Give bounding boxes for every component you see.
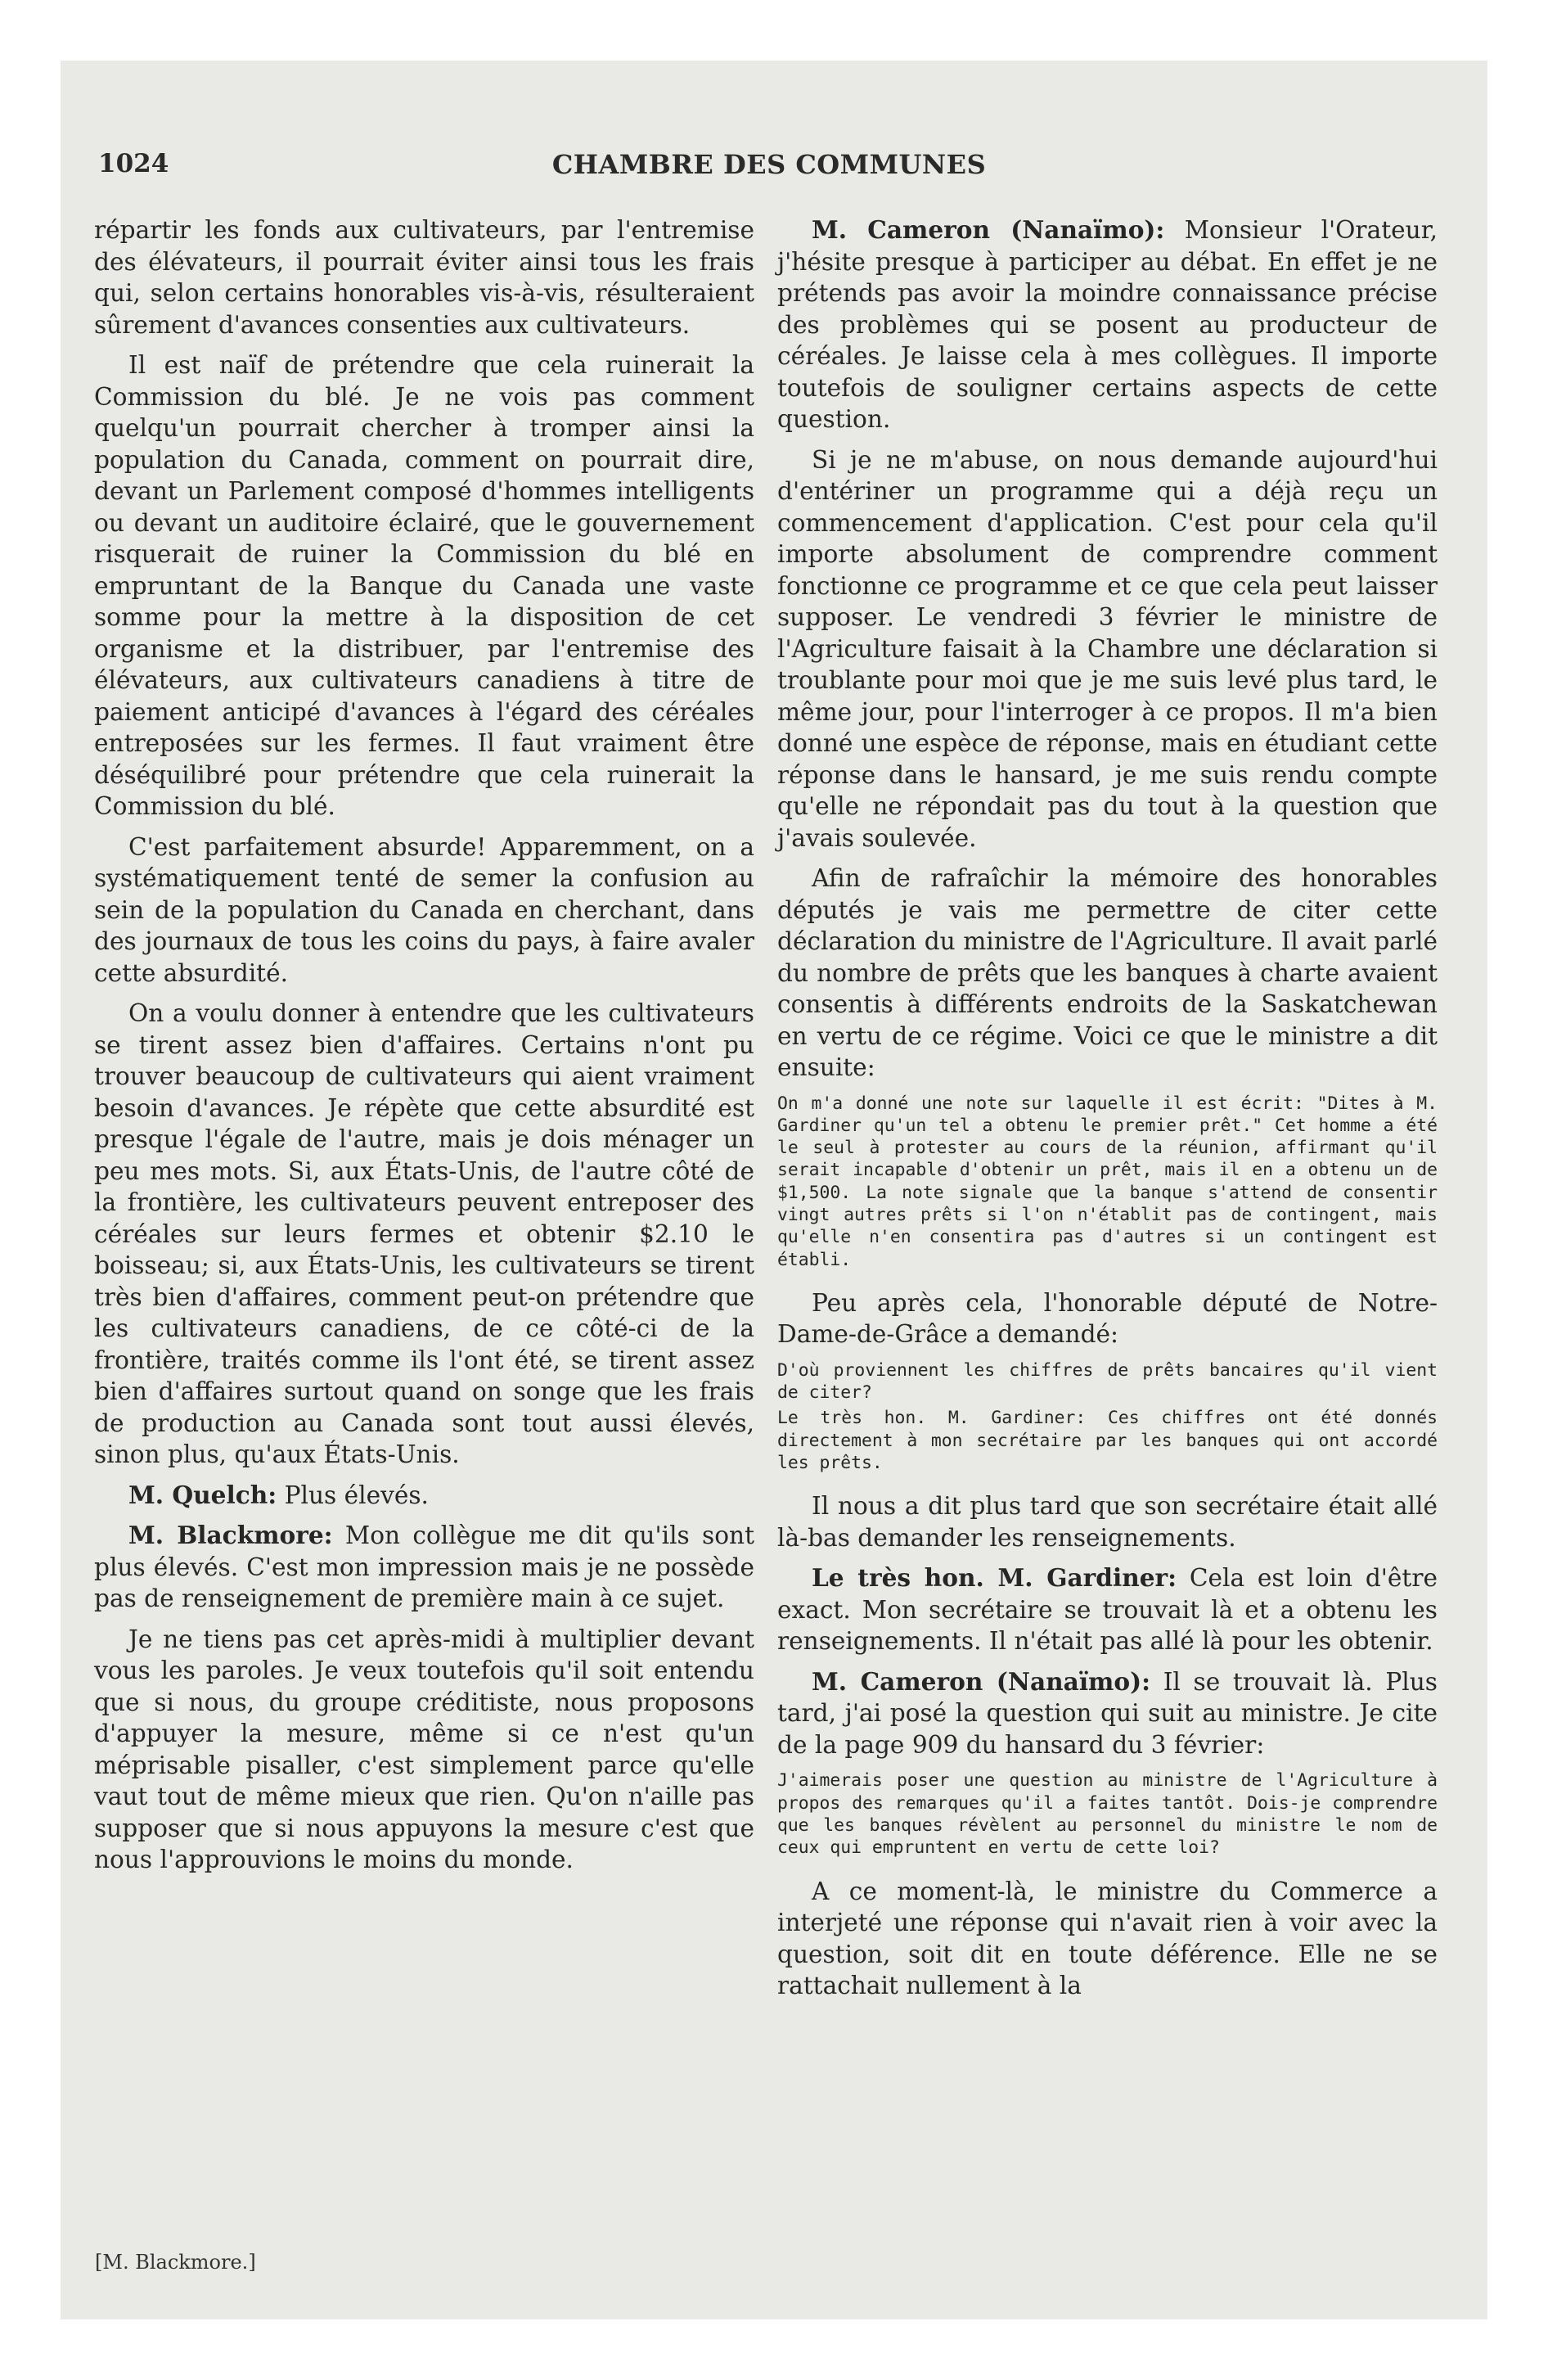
block-quote: On m'a donné une note sur laquelle il est écrit: "Dites à M. Gardiner qu'un tel a obtenu le premier prêt." Cet homme a été le seul à protester au cours de la réunion, affirmant qu'il serait incapable d'obtenir un prêt, mais il en a obtenu un de $1,500. La note signale que la banque s'attend de consentir vingt autres prêts si l'on n'établit pas de contingent, mais qu'elle n'en consentira pas d'autres si un contingent est établi. — [777, 1093, 1438, 1270]
speech-text: Mon collègue me dit qu'ils sont plus élevés. C'est mon impression mais je ne possède pas de renseignement de première main à ce sujet. — [94, 1521, 755, 1612]
speech-text: Monsieur l'Orateur, j'hésite presque à participer au débat. En effet je ne prétends pas avoir la moindre connaissance précise des problèmes qui se posent au producteur de céréales. Je laisse cela à mes collègues. Il importe toutefois de souligner certains aspects de cette question. — [777, 216, 1438, 433]
speech-cameron — [777, 1666, 1438, 1761]
speech-text: Il se trouvait là. Plus tard, j'ai posé la question qui suit au ministre. Je cite de la page 909 du hansard du 3 février: — [777, 1667, 1438, 1759]
speaker-name: M. Blackmore: — [128, 1521, 333, 1549]
speaker-name: Le très hon. M. Gardiner: — [812, 1563, 1177, 1593]
page-number: 1024 — [98, 149, 169, 178]
running-head: CHAMBRE DES COMMUNES — [551, 149, 987, 180]
paragraph: Afin de rafraîchir la mémoire des honorables députés je vais me permettre de citer cette déclaration du ministre de l'Agriculture. Il avait parlé du nombre de prêts que les banques à charte avaient consentis à différents endroits de la Saskatchewan en vertu de ce régime. Voici ce que le ministre a dit ensuite: — [777, 864, 1438, 1081]
block-quote: Le très hon. M. Gardiner: Ces chiffres ont été donnés directement à mon secrétaire par les banques qui ont accordé les prêts. — [777, 1408, 1438, 1474]
page-header — [98, 149, 1440, 190]
speech-quelch — [94, 1480, 754, 1512]
right-column — [777, 214, 1438, 2011]
paragraph: C'est parfaitement absurde! Apparemment, on a systématiquement tenté de semer la confusion au sein de la population du Canada en cherchant, dans des journaux de tous les coins du pays, à faire avaler cette absurdité. — [94, 832, 754, 987]
speech-text: Plus élevés. — [277, 1481, 429, 1509]
left-column — [94, 214, 754, 1885]
speaker-attribution: [M. Blackmore.] — [95, 2251, 256, 2274]
paragraph: On a voulu donner à entendre que les cultivateurs se tirent assez bien d'affaires. Certains n'ont pu trouver beaucoup de cultivateurs qui aient vraiment besoin d'avances. Je répète que cette absurdité est presque l'égale de l'autre, mais je dois ménager un peu mes mots. Si, aux États-Unis, de l'autre côté de la frontière, les cultivateurs peuvent entreposer des céréales sur leurs fermes et obtenir $2.10 le boisseau; si, aux États-Unis, les cultivateurs se tirent très bien d'affaires, comment peut-on prétendre que les cultivateurs canadiens, de ce côté-ci de la frontière, traités comme ils l'ont été, se tirent assez bien d'affaires surtout quand on songe que les frais de production au Canada sont tout aussi élevés, sinon plus, qu'aux États-Unis. — [94, 999, 754, 1468]
speech-cameron — [777, 214, 1438, 435]
paragraph: Je ne tiens pas cet après-midi à multiplier devant vous les paroles. Je veux toutefois qu'il soit entendu que si nous, du groupe créditiste, nous proposons d'appuyer la mesure, même si ce n'est qu'un méprisable pisaller, c'est simplement parce qu'elle vaut tout de même mieux que rien. Qu'on n'aille pas supposer que si nous appuyons la mesure c'est que nous l'approuvions le moins du monde. — [94, 1625, 754, 1873]
speech-text: Cela est loin d'être exact. Mon secrétaire se trouvait là et a obtenu les renseignements. Il n'était pas allé là pour les obtenir. — [777, 1564, 1438, 1656]
paragraph: répartir les fonds aux cultivateurs, par l'entremise des élévateurs, il pourrait éviter ainsi tous les frais qui, selon certains honorables vis-à-vis, résulteraient sûrement d'avances consenties aux cultivateurs. — [94, 216, 754, 339]
paragraph: A ce moment-là, le ministre du Commerce a interjeté une réponse qui n'avait rien à voir avec la question, soit dit en toute déférence. Elle ne se rattachait nullement à la — [777, 1877, 1438, 2000]
paragraph: Il nous a dit plus tard que son secrétaire était allé là-bas demander les renseignements. — [777, 1492, 1438, 1552]
block-quote: D'où proviennent les chiffres de prêts bancaires qu'il vient de citer? — [777, 1359, 1438, 1404]
speech-blackmore — [94, 1520, 754, 1615]
speech-gardiner — [777, 1562, 1438, 1657]
speaker-name: M. Cameron (Nanaïmo): — [812, 1666, 1151, 1696]
speaker-name: M. Quelch: — [128, 1480, 277, 1509]
paragraph: Peu après cela, l'honorable député de Notre-Dame-de-Grâce a demandé: — [777, 1288, 1438, 1349]
paragraph: Si je ne m'abuse, on nous demande aujourd'hui d'entériner un programme qui a déjà reçu un commencement d'application. C'est pour cela qu'il importe absolument de comprendre comment fonctionne ce programme et ce que cela peut laisser supposer. Le vendredi 3 février le ministre de l'Agriculture faisait à la Chambre une déclaration si troublante pour moi que je me suis levé plus tard, le même jour, pour l'interroger à ce propos. Il m'a bien donné une espèce de réponse, mais en étudiant cette réponse dans le hansard, je me suis rendu compte qu'elle ne répondait pas du tout à la question que j'avais soulevée. — [777, 445, 1438, 852]
speaker-name: M. Cameron (Nanaïmo): — [812, 215, 1165, 244]
block-quote: J'aimerais poser une question au ministre de l'Agriculture à propos des remarques qu'il a faites tantôt. Dois-je comprendre que les banques révèlent au personnel du ministre le nom de ceux qui empruntent en vertu de cette loi? — [777, 1770, 1438, 1859]
paragraph: Il est naïf de prétendre que cela ruinerait la Commission du blé. Je ne vois pas comment quelqu'un pourrait chercher à tromper ainsi la population du Canada, comment on pourrait dire, devant un Parlement composé d'hommes intelligents ou devant un auditoire éclairé, que le gouvernement risquerait de ruiner la Commission du blé en empruntant de la Banque du Canada une vaste somme pour la mettre à la disposition de cet organisme et la distribuer, par l'entremise des élévateurs, aux cultivateurs canadiens à titre de paiement anticipé d'avances à l'égard des céréales entreposées sur les fermes. Il faut vraiment être déséquilibré pour prétendre que cela ruinerait la Commission du blé. — [94, 351, 754, 820]
